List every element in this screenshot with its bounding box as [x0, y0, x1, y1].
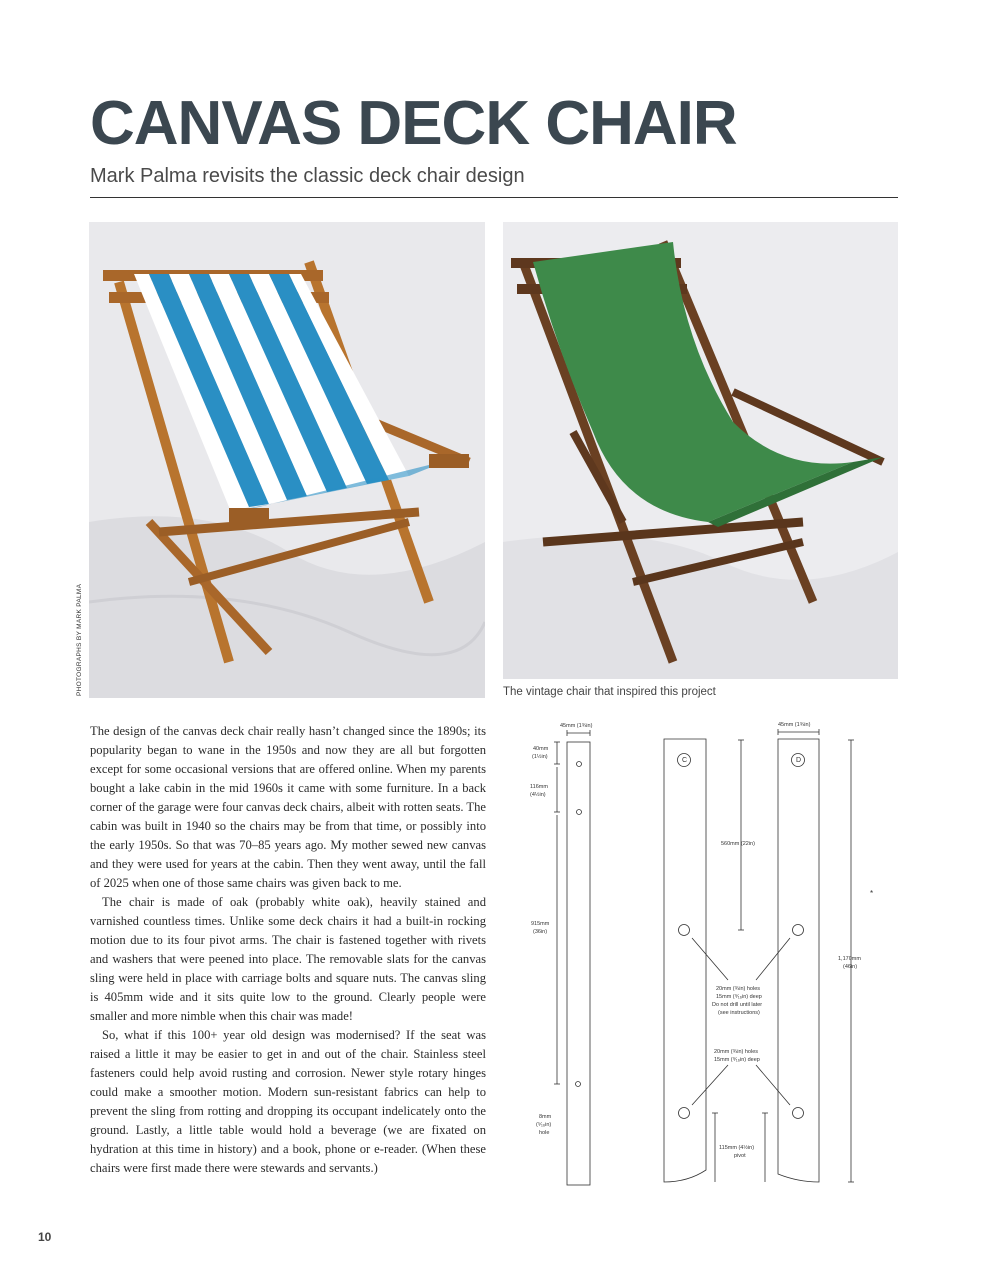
holes-lower-line2: 15mm (⁹⁄₁₆in) deep [714, 1057, 760, 1063]
width-label-right: 45mm (1¾in) [778, 722, 811, 728]
article-title: CANVAS DECK CHAIR [90, 89, 737, 158]
dim-8-line3: hole [539, 1130, 550, 1136]
dim-115-line1: 115mm (4½in) [719, 1145, 755, 1151]
chair-parts-diagram [508, 712, 898, 1200]
dim-1170-line2: (46in) [843, 964, 858, 970]
green-chair-photo [503, 222, 898, 679]
dim-915-line1: 915mm [531, 921, 550, 927]
dim-40-line2: (1½in) [532, 754, 548, 760]
part-d-label: D [796, 757, 802, 764]
page-number: 10 [38, 1230, 52, 1244]
dim-8-line1: 8mm [539, 1114, 552, 1120]
holes-upper-line2: 15mm (⁹⁄₁₆in) deep [716, 994, 762, 1000]
photo-caption: The vintage chair that inspired this project [503, 686, 716, 698]
dim-116-line2: (4½in) [530, 792, 546, 798]
article-subtitle: Mark Palma revisits the classic deck chair design [90, 165, 525, 187]
holes-upper-line1: 20mm (¾in) holes [716, 986, 761, 992]
dim-40-line1: 40mm [533, 746, 549, 752]
dim-115-line2: pivot [734, 1153, 746, 1159]
dim-1170-line1: 1,170mm [838, 956, 861, 962]
width-label-left: 45mm (1¾in) [560, 723, 593, 729]
part-c-label: C [682, 757, 688, 764]
dim-560-label: 560mm (22in) [721, 841, 755, 847]
photo-credit: PHOTOGRAPHS BY MARK PALMA [76, 583, 83, 696]
dim-8-line2: (⁵⁄₁₆in) [536, 1122, 552, 1128]
paragraph-2: The chair is made of oak (probably white oak), heavily stained and varnished countless times. Unlike some deck chairs it had a built-in rocking motion due to its four pivot arms. The chair is fastened together with rivets and washers that were peened into place. The removable slats for the canvas sling were held in place with carriage bolts and square nuts. The canvas sling is 405mm wide and it sits quite low to the ground. Clearly people were smaller and more nimble when this chair was made! [90, 895, 486, 1023]
holes-upper-line4: (see instructions) [718, 1010, 760, 1016]
dim-116-line1: 116mm [530, 784, 548, 790]
striped-chair-photo [89, 222, 485, 698]
article-body [90, 722, 486, 1178]
asterisk-mark: * [870, 889, 874, 898]
paragraph-1: The design of the canvas deck chair really hasn’t changed since the 1890s; its popularity began to wane in the 1950s and now they are all but forgotten except for some occasional versions that are offered online. When my parents bought a lake cabin in the mid 1960s it came with some furniture. In a back corner of the garage were four canvas deck chairs, albeit with rotten seats. The cabin was built in 1940 so the chairs may be from that time, or possibly into the early 1950s. So that was 70–85 years ago. My mother sewed new canvas and they were used for years at the cabin. Then they went away, until the fall of 2025 when one of those same chairs was given back to me. [90, 724, 486, 890]
header-rule [90, 197, 898, 198]
holes-upper-line3: Do not drill until later [712, 1002, 763, 1008]
paragraph-3: So, what if this 100+ year old design was modernised? If the seat was raised a little it may be easier to get in and out of the chair. Stainless steel fasteners could help avoid rusting and corrosion. Newer style rotary hinges could make a smoother motion. Modern sun-resistant fabrics can help to prevent the sling from rotting and dropping its occupant indelicately onto the ground. Lastly, a little table would hold a beverage (we are fixated on hydration at this time in history) and a book, phone or e-reader. (When these chairs were first made there were stewards and servants.) [90, 1028, 486, 1175]
holes-lower-line1: 20mm (¾in) holes [714, 1049, 759, 1055]
dim-915-line2: (36in) [533, 929, 548, 935]
